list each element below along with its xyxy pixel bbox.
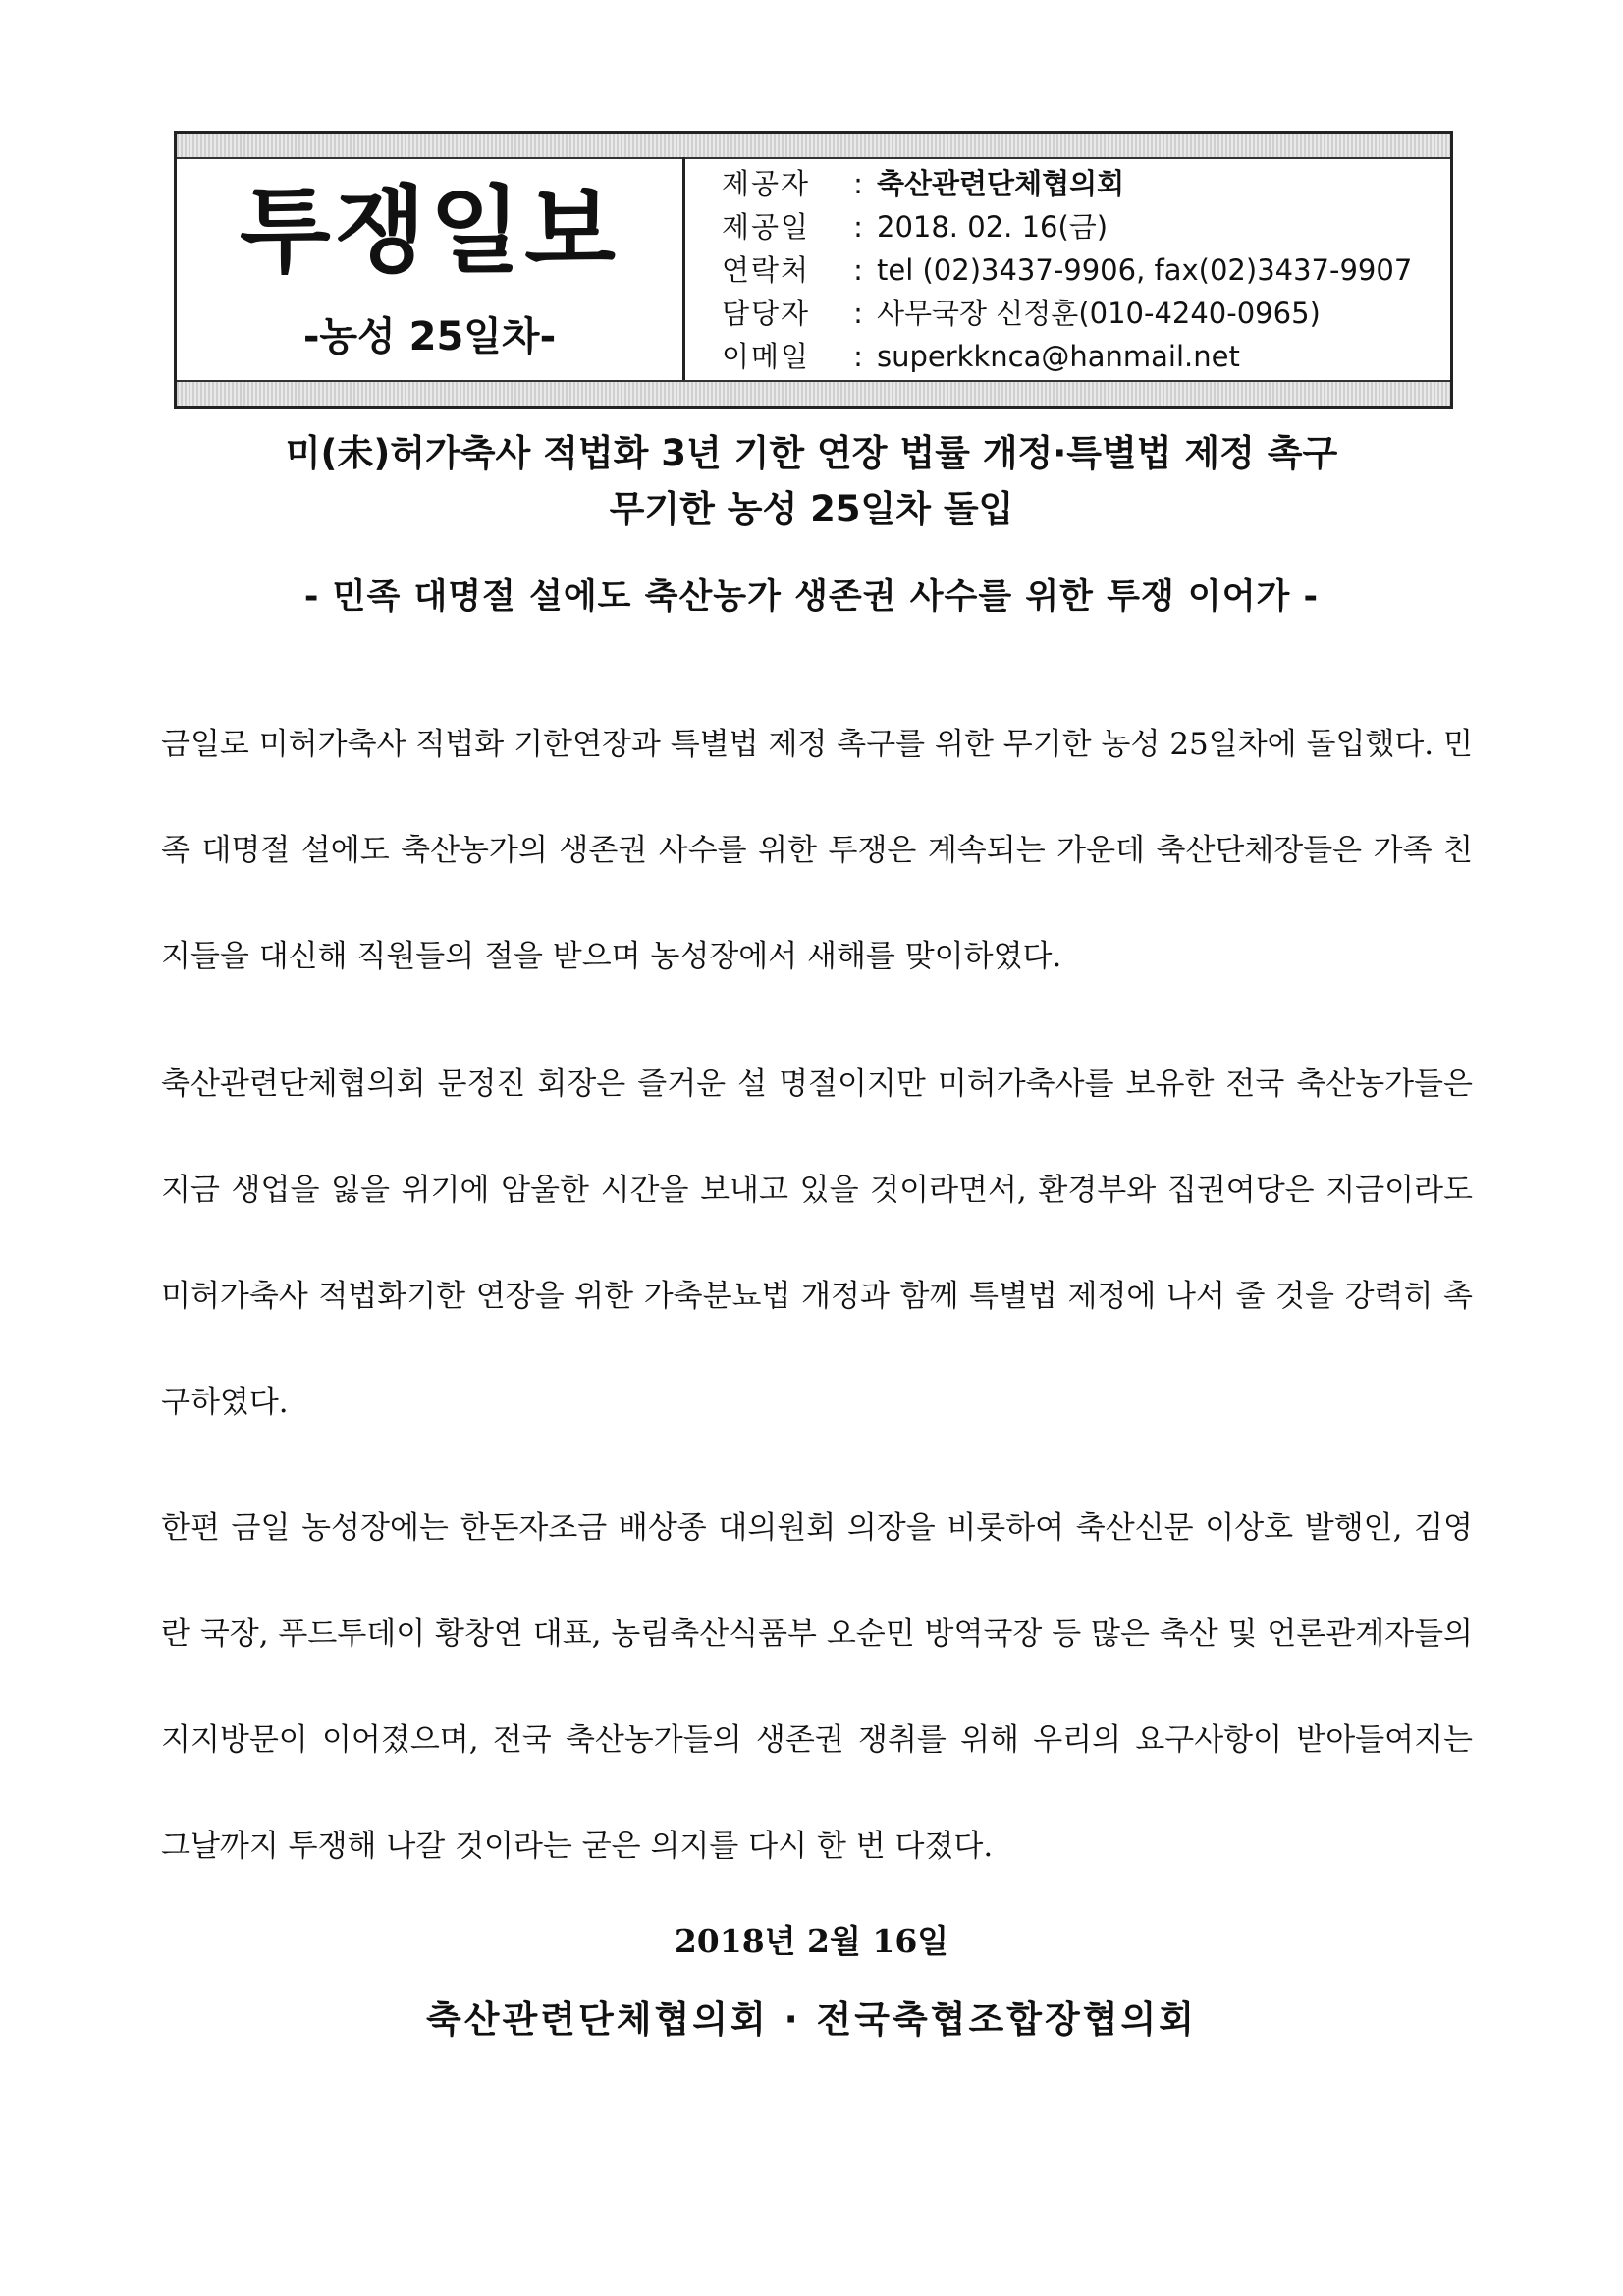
- headline-line-2: 무기한 농성 25일차 돌입: [609, 488, 1014, 530]
- info-colon: :: [853, 167, 863, 200]
- info-row-provider: [722, 163, 1124, 204]
- info-row-date: [722, 206, 1108, 247]
- info-value-email[interactable]: superkknca@hanmail.net: [877, 340, 1240, 373]
- info-colon: :: [853, 210, 863, 244]
- headline-line-1: 미(未)허가축사 적법화 3년 기한 연장 법률 개정·특별법 제정 촉구: [285, 432, 1338, 474]
- issuing-organizations: 축산관련단체협의회 · 전국축협조합장협의회: [426, 1998, 1197, 2041]
- issue-date: 2018년 2월 16일: [674, 1922, 949, 1960]
- info-value: 사무국장 신정훈(010-4240-0965): [877, 297, 1321, 330]
- info-colon: :: [853, 297, 863, 330]
- body-paragraph-3: 한편 금일 농성장에는 한돈자조금 배상종 대의원회 의장을 비롯하여 축산신문 이상호 발행인, 김영란 국장, 푸드투데이 황창연 대표, 농림축산식품부 오순민 방역국장 등 많은 축산 및 언론관계자들의 지지방문이 이어졌으며, 전국 축산농가들의 생존권 쟁취를 위해 우리의 요구사항이 받아들여지는 그날까지 투쟁해 나갈 것이라는 굳은 의지를 다시 한 번 다졌다.: [161, 1510, 1473, 1864]
- masthead-subtitle: -농성 25일차-: [302, 314, 557, 359]
- info-label: 이메일: [722, 340, 811, 373]
- masthead-title: 투쟁일보: [240, 176, 620, 286]
- masthead-box: [174, 131, 1453, 409]
- masthead-top-band: [177, 134, 1450, 159]
- info-row-contact: [722, 249, 1412, 291]
- info-label: 제공일: [722, 210, 811, 244]
- subheadline: - 민족 대명절 설에도 축산농가 생존권 사수를 위한 투쟁 이어가 -: [303, 577, 1320, 617]
- info-colon: :: [853, 340, 863, 373]
- info-label: 담당자: [722, 297, 811, 330]
- body-paragraph-2: 축산관련단체협의회 문정진 회장은 즐거운 설 명절이지만 미허가축사를 보유한 전국 축산농가들은 지금 생업을 잃을 위기에 암울한 시간을 보내고 있을 것이라면서, 환경부와 집권여당은 지금이라도 미허가축사 적법화기한 연장을 위한 가축분뇨법 개정과 함께 특별법 제정에 나서 줄 것을 강력히 촉구하였다.: [161, 1066, 1473, 1420]
- masthead-info-panel: [700, 157, 1450, 382]
- masthead-left-panel: [177, 157, 685, 382]
- info-row-email: [722, 336, 1240, 377]
- info-colon: :: [853, 253, 863, 287]
- body-paragraph-1: 금일로 미허가축사 적법화 기한연장과 특별법 제정 촉구를 위한 무기한 농성 25일차에 돌입했다. 민족 대명절 설에도 축산농가의 생존권 사수를 위한 투쟁은 계속되는 가운데 축산단체장들은 가족 친지들을 대신해 직원들의 절을 받으며 농성장에서 새해를 맞이하였다.: [161, 727, 1473, 974]
- info-row-manager: [722, 293, 1321, 334]
- info-value: 2018. 02. 16(금): [877, 210, 1109, 244]
- info-value: 축산관련단체협의회: [877, 167, 1125, 200]
- info-label: 제공자: [722, 167, 811, 200]
- info-value: tel (02)3437-9906, fax(02)3437-9907: [877, 253, 1413, 287]
- masthead-bottom-band: [177, 380, 1450, 406]
- info-label: 연락처: [722, 253, 811, 287]
